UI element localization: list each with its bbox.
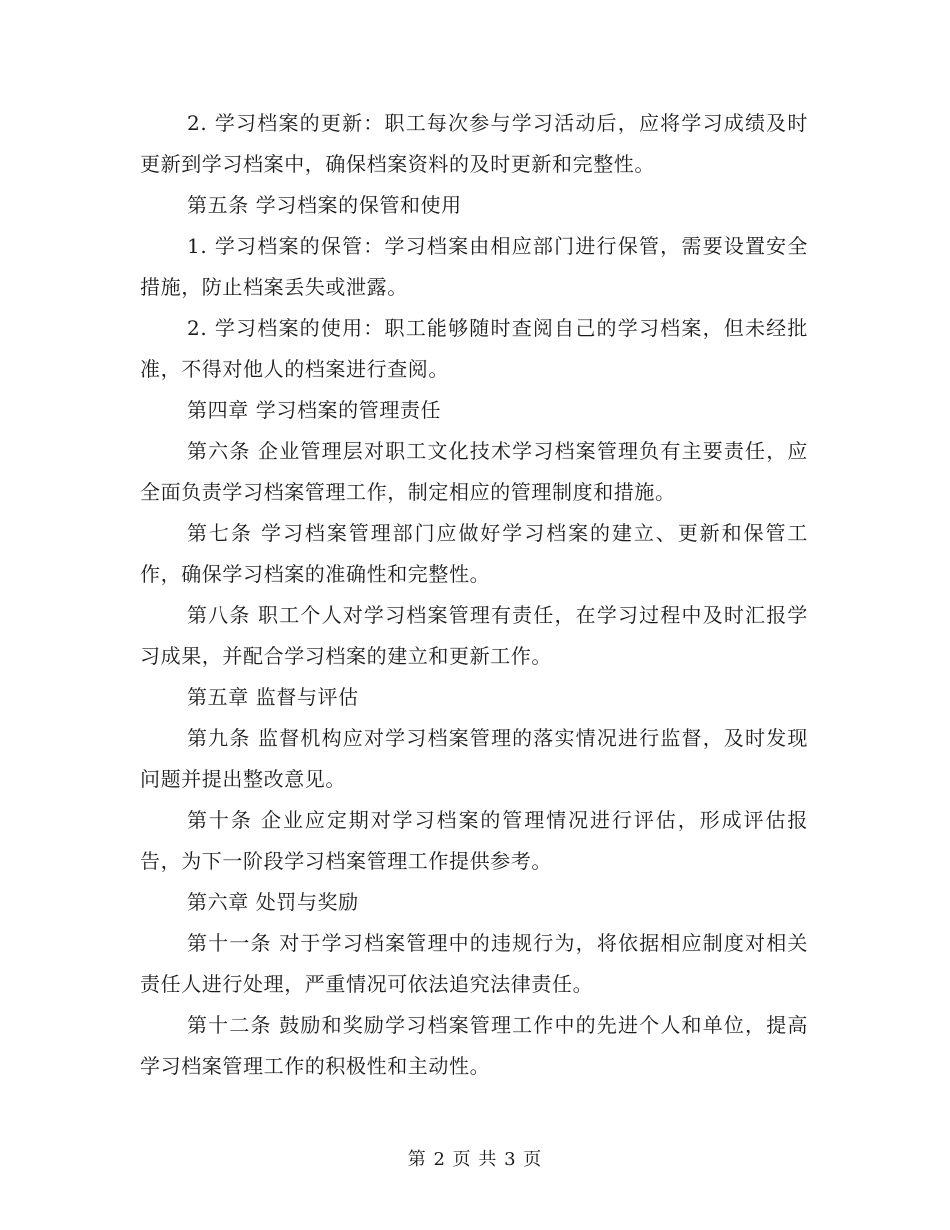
paragraph-archive-usage: 2. 学习档案的使用：职工能够随时查阅自己的学习档案，但未经批准，不得对他人的档案进行查阅。 <box>140 316 808 381</box>
chapter-4-heading: 第四章 学习档案的管理责任 <box>187 398 442 422</box>
document-body <box>140 103 808 1087</box>
chapter-6-heading: 第六章 处罚与奖励 <box>187 890 359 914</box>
article-11: 第十一条 对于学习档案管理中的违规行为，将依据相应制度对相关责任人进行处理，严重情况可依法追究法律责任。 <box>140 931 808 996</box>
article-5-heading: 第五条 学习档案的保管和使用 <box>187 193 462 217</box>
page-number-label: 第 2 页 共 3 页 <box>407 1149 543 1170</box>
article-10: 第十条 企业应定期对学习档案的管理情况进行评估，形成评估报告，为下一阶段学习档案管理工作提供参考。 <box>140 808 808 873</box>
page-footer <box>0 1146 950 1174</box>
paragraph-update-archive: 2. 学习档案的更新：职工每次参与学习活动后，应将学习成绩及时更新到学习档案中，确保档案资料的及时更新和完整性。 <box>140 111 808 176</box>
article-12: 第十二条 鼓励和奖励学习档案管理工作中的先进个人和单位，提高学习档案管理工作的积极性和主动性。 <box>140 1013 808 1078</box>
article-6: 第六条 企业管理层对职工文化技术学习档案管理负有主要责任，应全面负责学习档案管理工作，制定相应的管理制度和措施。 <box>140 439 808 504</box>
paragraph-archive-custody: 1. 学习档案的保管：学习档案由相应部门进行保管，需要设置安全措施，防止档案丢失或泄露。 <box>140 234 808 299</box>
article-9: 第九条 监督机构应对学习档案管理的落实情况进行监督，及时发现问题并提出整改意见。 <box>140 726 808 791</box>
article-8: 第八条 职工个人对学习档案管理有责任，在学习过程中及时汇报学习成果，并配合学习档案的建立和更新工作。 <box>140 603 808 668</box>
article-7: 第七条 学习档案管理部门应做好学习档案的建立、更新和保管工作，确保学习档案的准确性和完整性。 <box>140 521 808 586</box>
chapter-5-heading: 第五章 监督与评估 <box>187 685 359 709</box>
